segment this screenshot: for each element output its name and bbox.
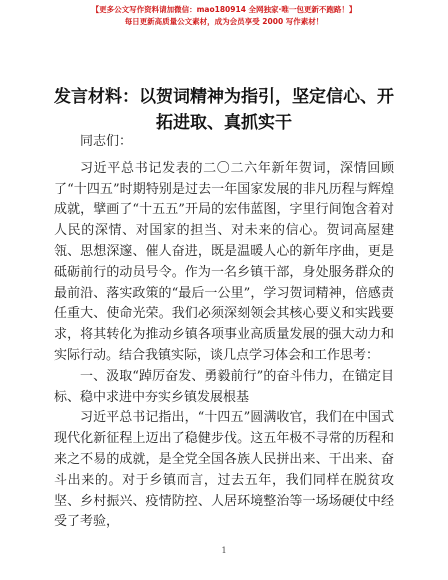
intro-paragraph: 习近平总书记发表的二〇二六年新年贺词，深情回顾了“十四五”时期特别是过去一年国家发展的非凡历程与辉煌成就，擘画了“十五五”开局的宏伟蓝图，字里行间饱含着对人民的深情、对国家的担当、对未来的信心。贺词高屋建瓴、思想深邃、催人奋进，既是温暖人心的新年序曲，更是砥砺前行的动员号令。作为一名乡镇干部，身处服务群众的最前沿、落实政策的“最后一公里”，学习贺词精神，倍感责任重大、使命光荣。我们必须深刻领会其核心要义和实践要求，将其转化为推动乡镇各项事业高质量发展的强大动力和实际行动。结合我镇实际，谈几点学习体会和工作思考： [54,160,394,363]
page-number: 1 [221,546,227,555]
salutation: 同志们： [80,134,133,149]
document-title: 发言材料：以贺词精神为指引，坚定信心、开拓进取、真抓实干 [54,87,394,133]
document-body [54,132,394,533]
section-paragraph: 习近平总书记指出，“十四五”圆满收官，我们在中国式现代化新征程上迈出了稳健步伐。这五年极不寻常的历程和来之不易的成就，是全党全国各族人民拼出来、干出来、奋斗出来的。对于乡镇而言，过去五年，我们同样在脱贫攻坚、乡村振兴、疫情防控、人居环境整治等一场场硬仗中经受了考验， [54,410,394,530]
section-heading: 一、汲取“踔厉奋发、勇毅前行”的奋斗伟力，在锚定目标、稳中求进中夯实乡镇发展根基 [54,368,394,405]
promo-banner [0,4,448,28]
promo-banner-line-1: 【更多公文写作资料请加微信：mao180914 全网独家·唯一包更新不跑路！】 [91,5,357,14]
promo-banner-line-2: 每日更新高质量公文素材，成为会员享受 2000 写作素材！ [124,17,324,26]
